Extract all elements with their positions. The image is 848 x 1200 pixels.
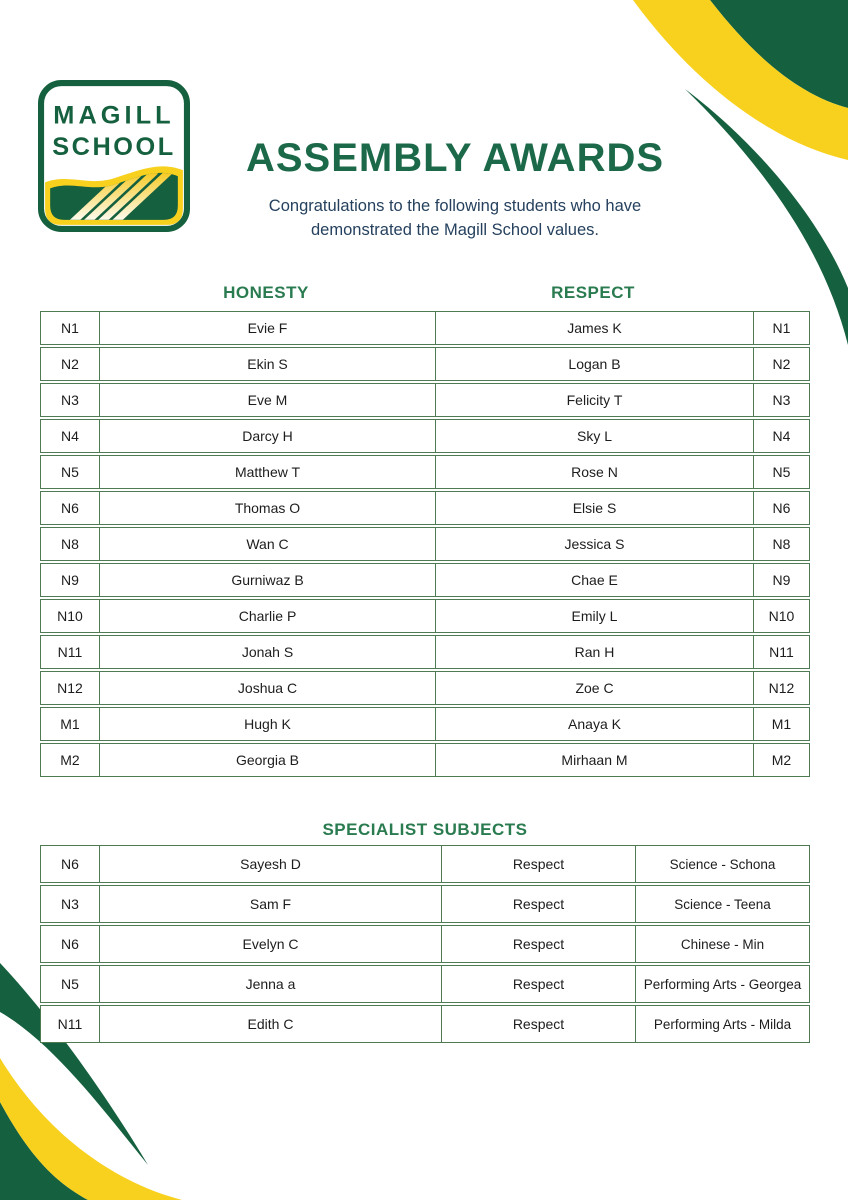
table-row <box>40 743 810 777</box>
respect-column-header: RESPECT <box>551 283 635 302</box>
table-row <box>40 885 810 923</box>
student-name: Jenna a <box>99 966 441 1002</box>
class-code: N11 <box>57 1016 83 1032</box>
table-row <box>40 455 810 489</box>
class-code: N6 <box>61 936 79 952</box>
respect-student: Sky L <box>435 420 753 452</box>
class-code-right: N11 <box>753 636 809 668</box>
class-code-left: N1 <box>61 320 79 336</box>
class-code-right: N12 <box>753 672 809 704</box>
class-code-right: N9 <box>753 564 809 596</box>
honesty-student: Charlie P <box>99 600 435 632</box>
respect-student: Anaya K <box>435 708 753 740</box>
respect-student: James K <box>435 312 753 344</box>
respect-student: Elsie S <box>435 492 753 524</box>
class-code-left: N6 <box>61 500 79 516</box>
honesty-student: Georgia B <box>99 744 435 776</box>
respect-student: Mirhaan M <box>435 744 753 776</box>
honesty-column-header: HONESTY <box>223 283 309 302</box>
page-title: ASSEMBLY AWARDS <box>245 136 665 180</box>
table-row <box>40 925 810 963</box>
class-code-right: N1 <box>753 312 809 344</box>
class-code-right: N6 <box>753 492 809 524</box>
value-awarded: Respect <box>441 926 635 962</box>
subject-teacher: Performing Arts - Milda <box>635 1006 809 1042</box>
table-row <box>40 347 810 381</box>
table-row <box>40 599 810 633</box>
value-awarded: Respect <box>441 1006 635 1042</box>
respect-student: Ran H <box>435 636 753 668</box>
honesty-student: Darcy H <box>99 420 435 452</box>
specialist-subjects-table <box>40 845 810 1045</box>
class-code-left: N9 <box>61 572 79 588</box>
honesty-student: Gurniwaz B <box>99 564 435 596</box>
class-code-left: N3 <box>61 392 79 408</box>
respect-student: Emily L <box>435 600 753 632</box>
table-row <box>40 491 810 525</box>
honesty-student: Hugh K <box>99 708 435 740</box>
class-code-right: N8 <box>753 528 809 560</box>
student-name: Edith C <box>99 1006 441 1042</box>
honesty-student: Jonah S <box>99 636 435 668</box>
respect-student: Felicity T <box>435 384 753 416</box>
value-awarded: Respect <box>441 886 635 922</box>
class-code-left: N10 <box>57 608 83 624</box>
respect-student: Chae E <box>435 564 753 596</box>
subject-teacher: Chinese - Min <box>635 926 809 962</box>
subtitle-line-1: Congratulations to the following students who have <box>268 197 642 215</box>
class-code-left: N2 <box>61 356 79 372</box>
class-code-left: N5 <box>61 464 79 480</box>
honesty-student: Evie F <box>99 312 435 344</box>
honesty-student: Joshua C <box>99 672 435 704</box>
class-code-left: M1 <box>60 716 80 732</box>
honesty-student: Wan C <box>99 528 435 560</box>
respect-student: Logan B <box>435 348 753 380</box>
class-code-right: N4 <box>753 420 809 452</box>
table-row <box>40 635 810 669</box>
class-code-left: N4 <box>61 428 79 444</box>
class-code: N6 <box>61 856 79 872</box>
subject-teacher: Science - Schona <box>635 846 809 882</box>
specialist-subjects-header-row <box>40 820 810 840</box>
subject-teacher: Performing Arts - Georgea <box>635 966 809 1002</box>
class-code-right: N10 <box>753 600 809 632</box>
honesty-student: Thomas O <box>99 492 435 524</box>
value-awarded: Respect <box>441 846 635 882</box>
subtitle-line-2: demonstrated the Magill School values. <box>311 220 599 239</box>
honesty-student: Eve M <box>99 384 435 416</box>
class-code-right: M1 <box>753 708 809 740</box>
table-row <box>40 965 810 1003</box>
respect-student: Rose N <box>435 456 753 488</box>
class-code-left: N11 <box>57 644 83 660</box>
table-row <box>40 527 810 561</box>
page-subtitle <box>225 195 685 243</box>
class-code: N3 <box>61 896 79 912</box>
student-name: Sayesh D <box>99 846 441 882</box>
respect-student: Zoe C <box>435 672 753 704</box>
awards-table <box>40 311 810 779</box>
awards-column-headers <box>40 283 810 303</box>
respect-student: Jessica S <box>435 528 753 560</box>
table-row <box>40 845 810 883</box>
table-row <box>40 563 810 597</box>
value-awarded: Respect <box>441 966 635 1002</box>
class-code-right: N2 <box>753 348 809 380</box>
class-code-right: N3 <box>753 384 809 416</box>
header-block <box>225 138 685 243</box>
table-row <box>40 707 810 741</box>
class-code-left: M2 <box>60 752 80 768</box>
honesty-student: Matthew T <box>99 456 435 488</box>
subject-teacher: Science - Teena <box>635 886 809 922</box>
header-spacer <box>40 283 98 303</box>
class-code-right: M2 <box>753 744 809 776</box>
class-code-right: N5 <box>753 456 809 488</box>
table-row <box>40 383 810 417</box>
logo-text-line2: SCHOOL <box>52 132 176 161</box>
logo-text-line1: MAGILL <box>53 101 175 130</box>
table-row <box>40 419 810 453</box>
table-row <box>40 1005 810 1043</box>
specialist-subjects-header: SPECIALIST SUBJECTS <box>322 820 528 839</box>
honesty-student: Ekin S <box>99 348 435 380</box>
table-row <box>40 311 810 345</box>
student-name: Sam F <box>99 886 441 922</box>
table-row <box>40 671 810 705</box>
magill-school-logo <box>38 80 190 232</box>
class-code: N5 <box>61 976 79 992</box>
class-code-left: N8 <box>61 536 79 552</box>
student-name: Evelyn C <box>99 926 441 962</box>
class-code-left: N12 <box>57 680 83 696</box>
